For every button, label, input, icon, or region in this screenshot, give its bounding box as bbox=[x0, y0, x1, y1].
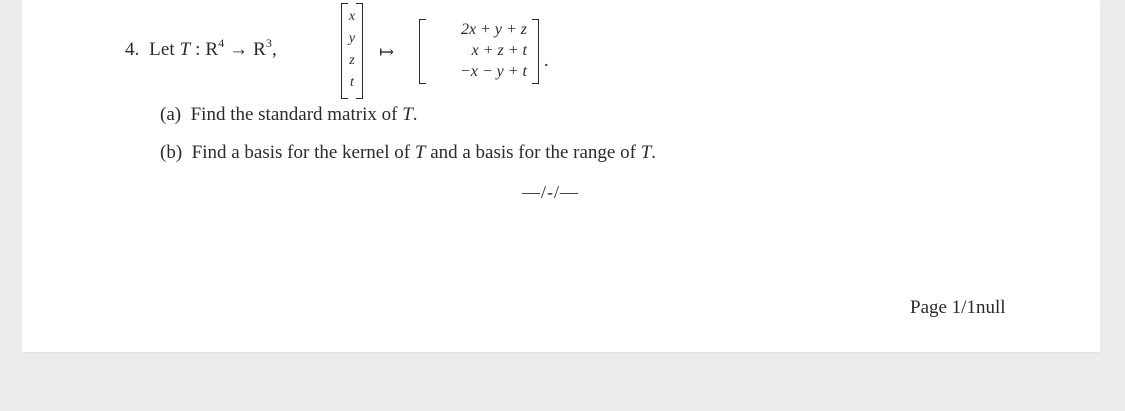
section-separator: —/-/— bbox=[522, 182, 579, 202]
output-entry-1: 2x + y + z bbox=[460, 21, 527, 38]
comma: , bbox=[272, 39, 277, 60]
statement-period: . bbox=[544, 50, 549, 70]
transformation-symbol: T bbox=[179, 39, 191, 60]
problem-statement bbox=[22, 0, 1100, 110]
part-b-variable-2: T bbox=[640, 142, 652, 163]
mapsto-symbol: ↦ bbox=[379, 42, 395, 63]
let-word: Let bbox=[149, 39, 175, 60]
output-vector-entries bbox=[419, 19, 539, 82]
arrow-symbol: → bbox=[229, 39, 249, 60]
part-b-text-2: and a basis for the range of bbox=[430, 142, 636, 163]
output-entry-2: x + z + t bbox=[471, 42, 527, 59]
input-entry-z: z bbox=[349, 53, 355, 68]
part-b-text-1: Find a basis for the kernel of bbox=[191, 142, 411, 163]
problem-number: 4. bbox=[125, 39, 140, 60]
page-number: Page 1/1null bbox=[910, 297, 1006, 318]
part-b-variable-1: T bbox=[414, 142, 426, 163]
input-vector-entries bbox=[341, 6, 363, 94]
part-a-variable: T bbox=[402, 104, 413, 125]
colon: : bbox=[195, 39, 201, 60]
input-vector bbox=[341, 3, 363, 97]
codomain-space: $R^3$ bbox=[253, 36, 273, 60]
input-entry-x: x bbox=[348, 9, 356, 24]
domain-space: $R^4$ bbox=[205, 36, 225, 60]
problem-heading bbox=[125, 36, 277, 61]
part-a-label: (a) bbox=[160, 104, 182, 125]
output-entry-3: −x − y + t bbox=[459, 63, 527, 80]
part-a: (a) Find the standard matrix of T. bbox=[160, 104, 418, 125]
document-page bbox=[22, 0, 1100, 352]
input-entry-t: t bbox=[350, 75, 354, 90]
part-b-label: (b) bbox=[160, 142, 183, 163]
input-entry-y: y bbox=[348, 31, 356, 46]
part-a-text: Find the standard matrix of bbox=[190, 104, 398, 125]
output-vector bbox=[419, 19, 539, 82]
part-b: (b) Find a basis for the kernel of T and a basis for the range of T. bbox=[160, 142, 657, 163]
